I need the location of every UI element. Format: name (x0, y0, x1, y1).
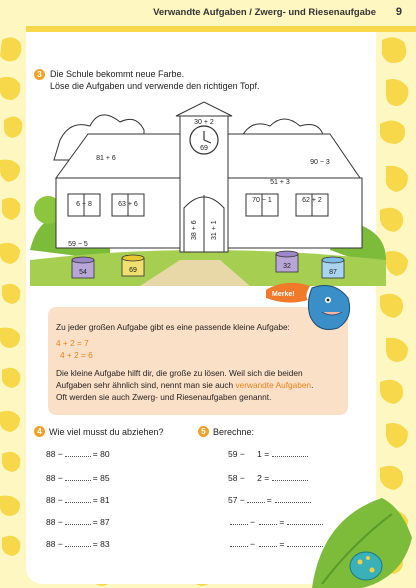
tower-top (176, 102, 232, 116)
term: 57 − (228, 495, 245, 505)
term: = (266, 495, 272, 505)
house-task: 90 − 3 (310, 159, 330, 166)
task-4-row (46, 472, 110, 483)
task-5-title: Berechne: (213, 427, 255, 437)
school-house-illustration (30, 100, 386, 286)
merke-dragon-illustration (262, 278, 358, 342)
merke-intro: Zu jeder großen Aufgabe gibt es eine passende kleine Aufgabe: (56, 322, 290, 332)
page-header (0, 0, 416, 32)
paint-pot-label: 54 (79, 269, 87, 276)
paint-pot-label: 87 (329, 269, 337, 276)
roof-right (228, 134, 360, 178)
door-task-right: 31 + 1 (211, 220, 218, 240)
term: 58 − (228, 473, 245, 483)
task-3-line-1: Die Schule bekommt neue Farbe. (50, 69, 185, 79)
merke-text-2a: Aufgaben sehr ähnlich sind, nennt man sie auch (56, 380, 236, 390)
term: 88 − (46, 495, 63, 505)
door-task-left: 38 + 6 (191, 220, 198, 240)
task-5-row (228, 448, 308, 459)
merke-example-big-text: 4 + 2 = 7 (56, 338, 89, 348)
task-4-heading (34, 426, 164, 437)
dragon-head (308, 286, 349, 330)
task-4-title: Wie viel musst du abziehen? (49, 427, 164, 437)
house-task: 62 + 2 (302, 197, 322, 204)
leaf-egg-decoration (302, 488, 412, 588)
term: 88 − (46, 539, 63, 549)
answer-blank[interactable] (230, 538, 248, 547)
merke-example-small: 4 + 2 = 6 (60, 350, 93, 360)
term: − (250, 517, 258, 527)
term: 88 − (46, 449, 63, 459)
term: 59 − (228, 449, 245, 459)
answer-blank[interactable] (65, 472, 91, 481)
task-4-row (46, 448, 110, 459)
answer-blank[interactable] (259, 516, 277, 525)
merke-badge: Merke! (272, 291, 295, 298)
task-4-row (46, 516, 110, 527)
task-3-text (50, 68, 260, 92)
term: = (279, 539, 285, 549)
term: 88 − (46, 517, 63, 527)
result: = 81 (92, 495, 110, 505)
term: 1 = (257, 449, 270, 459)
house-task: 6 + 8 (76, 201, 92, 208)
merke-highlight: verwandte Aufgaben (235, 380, 312, 390)
paint-pot-label: 69 (129, 267, 137, 274)
task-3-line-2: Löse die Aufgaben und verwende den richtigen Topf. (50, 81, 260, 91)
page-number: 9 (395, 6, 402, 18)
house-task: 30 + 2 (194, 119, 214, 126)
task-4-row (46, 494, 110, 505)
house-task: 81 + 6 (96, 155, 116, 162)
clock-number: 69 (200, 145, 208, 152)
result: = 80 (92, 449, 110, 459)
paint-pot-label: 32 (283, 263, 291, 270)
task-number-badge: 4 (34, 426, 45, 437)
answer-blank[interactable] (272, 472, 308, 481)
answer-blank[interactable] (65, 448, 91, 457)
answer-blank[interactable] (230, 516, 248, 525)
header-strip (26, 26, 416, 32)
house-task: 70 − 1 (252, 197, 272, 204)
result: = 83 (92, 539, 110, 549)
merke-text-3: Oft werden sie auch Zwerg- und Riesenaufgaben genannt. (56, 392, 272, 402)
result: = 85 (92, 473, 110, 483)
merke-text-2 (56, 379, 313, 391)
result: = 87 (92, 517, 110, 527)
answer-blank[interactable] (65, 494, 91, 503)
task-4-row (46, 538, 110, 549)
house-task: 63 + 6 (118, 201, 138, 208)
task-number-badge: 3 (34, 69, 45, 80)
answer-blank[interactable] (247, 494, 265, 503)
answer-blank[interactable] (259, 538, 277, 547)
task-5-heading (198, 426, 254, 437)
task-5-row (228, 472, 308, 483)
task-number-badge: 5 (198, 426, 209, 437)
house-task: 59 − 5 (68, 241, 88, 248)
task-5-row (228, 494, 311, 505)
egg-icon (350, 552, 382, 580)
answer-blank[interactable] (65, 538, 91, 547)
merke-text-2c: . (311, 380, 314, 390)
term: 88 − (46, 473, 63, 483)
answer-blank[interactable] (272, 448, 308, 457)
merke-text-1: Die kleine Aufgabe hilft dir, die große zu lösen. Weil sich die beiden (56, 368, 303, 378)
house-task: 51 + 3 (270, 179, 290, 186)
term: − (250, 539, 258, 549)
term: 2 = (257, 473, 270, 483)
answer-blank[interactable] (65, 516, 91, 525)
term: = (279, 517, 285, 527)
merke-example-big (56, 337, 89, 349)
header-title: Verwandte Aufgaben / Zwerg- und Riesenaufgabe (153, 7, 376, 18)
